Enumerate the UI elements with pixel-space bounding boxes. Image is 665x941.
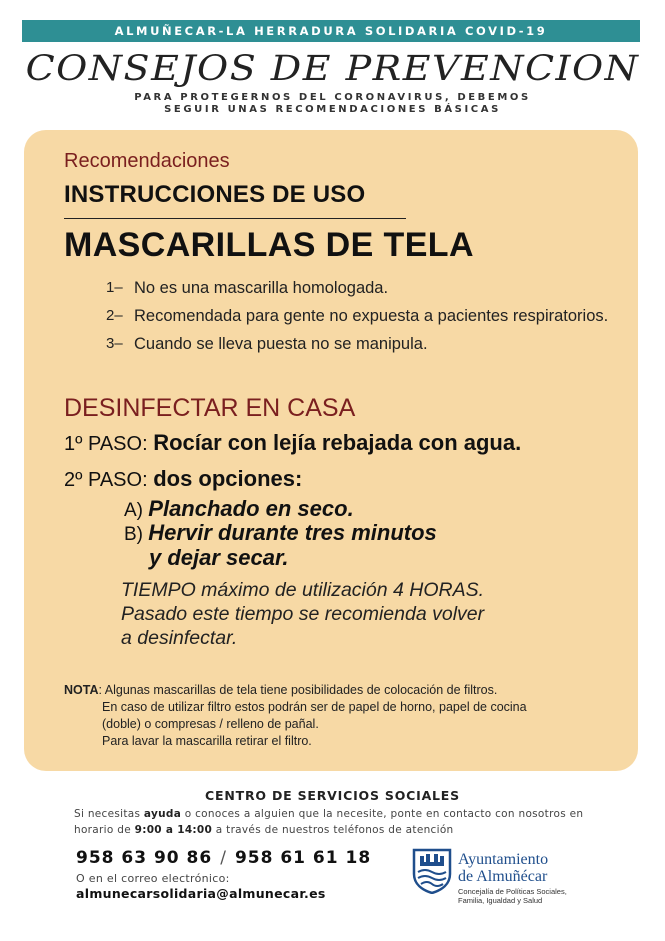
page-title: CONSEJOS DE PREVENCION xyxy=(25,47,640,89)
note-label: NOTA xyxy=(64,683,99,697)
logo-line-4: Familia, Igualdad y Salud xyxy=(458,896,543,905)
option-a-label: A) xyxy=(124,500,143,521)
page-subtitle xyxy=(0,92,665,116)
list-item-text: Recomendada para gente no expuesta a pacientes respiratorios. xyxy=(134,307,609,325)
step-2-label: 2º PASO: xyxy=(64,469,148,491)
social-services-title: CENTRO DE SERVICIOS SOCIALES xyxy=(205,788,460,803)
help-text: Si necesitas ayuda o conoces a alguien que la necesite, ponte en contacto con nosotros en horario de 9:00 a 14:00 a través de nuestros teléfonos de atención xyxy=(74,808,584,836)
heading-divider xyxy=(64,218,406,219)
phone-separator: / xyxy=(220,848,227,868)
list-item-number: 2– xyxy=(106,307,123,324)
town-shield-icon xyxy=(412,848,452,894)
disinfect-heading: DESINFECTAR EN CASA xyxy=(64,394,356,422)
logo-line-1: Ayuntamiento xyxy=(458,851,549,868)
option-a-text: Planchado en seco. xyxy=(148,496,354,521)
step-1-label: 1º PASO: xyxy=(64,433,148,455)
recommendation-list xyxy=(106,277,616,361)
email-label: O en el correo electrónico: xyxy=(76,872,230,885)
email-link[interactable]: almunecarsolidaria@almunecar.es xyxy=(76,886,326,901)
note-line-2: En caso de utilizar filtro estos podrán ser de papel de horno, papel de cocina xyxy=(102,700,527,714)
usage-time-note xyxy=(121,578,591,650)
phone-numbers xyxy=(76,848,371,868)
logo-line-2: de Almuñécar xyxy=(458,868,548,885)
step-1-text: Rocíar con lejía rebajada con agua. xyxy=(153,430,522,455)
option-b-label: B) xyxy=(124,524,143,545)
list-item-text: No es una mascarilla homologada. xyxy=(134,279,389,297)
phone-1[interactable]: 958 63 90 86 xyxy=(76,848,213,868)
filter-note xyxy=(64,682,624,750)
list-item xyxy=(106,277,616,299)
town-hall-logo xyxy=(458,852,567,905)
option-a xyxy=(124,496,354,522)
note-line-1: NOTA: Algunas mascarillas de tela tiene posibilidades de colocación de filtros. xyxy=(64,683,498,697)
step-2-text: dos opciones: xyxy=(153,466,303,491)
note-line-4: Para lavar la mascarilla retirar el filtro. xyxy=(102,734,312,748)
step-1 xyxy=(64,430,521,456)
step-2 xyxy=(64,466,302,492)
subtitle-line-2: SEGUIR UNAS RECOMENDACIONES BÁSICAS xyxy=(164,104,501,115)
list-item-number: 3– xyxy=(106,335,123,352)
time-line-2: Pasado este tiempo se recomienda volver xyxy=(121,603,485,625)
recommendations-label: Recomendaciones xyxy=(64,150,230,172)
note-line-3: (doble) o compresas / relleno de pañal. xyxy=(102,717,319,731)
phone-2[interactable]: 958 61 61 18 xyxy=(234,848,372,868)
top-banner: ALMUÑECAR-LA HERRADURA SOLIDARIA COVID-19 xyxy=(22,20,640,42)
option-b-continuation: y dejar secar. xyxy=(149,545,289,570)
logo-line-3: Concejalía de Políticas Sociales, xyxy=(458,887,567,896)
time-line-3: a desinfectar. xyxy=(121,627,238,649)
subtitle-line-1: PARA PROTEGERNOS DEL CORONAVIRUS, DEBEMOS xyxy=(134,92,531,103)
option-b xyxy=(124,520,437,546)
time-line-1: TIEMPO máximo de utilización 4 HORAS. xyxy=(121,579,485,601)
instructions-heading: INSTRUCCIONES DE USO xyxy=(64,181,366,208)
mask-title: MASCARILLAS DE TELA xyxy=(64,226,474,264)
list-item xyxy=(106,305,616,327)
option-b-text: Hervir durante tres minutos xyxy=(148,520,437,545)
list-item-text: Cuando se lleva puesta no se manipula. xyxy=(134,335,428,353)
list-item xyxy=(106,333,616,355)
list-item-number: 1– xyxy=(106,279,123,296)
